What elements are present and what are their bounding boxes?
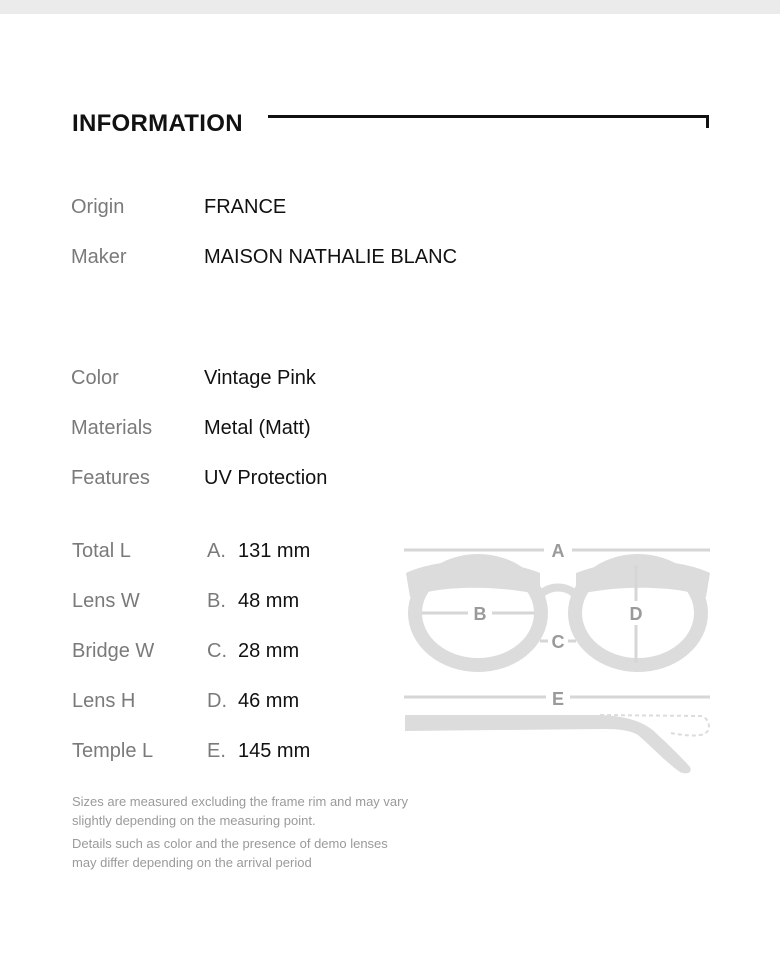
glasses-size-diagram [400, 535, 715, 780]
diagram-label-d: D [629, 604, 643, 624]
info-value: MAISON NATHALIE BLANC [204, 246, 458, 268]
diagram-label-b: B [473, 604, 487, 624]
measure-label: Total L [72, 540, 131, 562]
top-bar [0, 0, 780, 14]
measure-value: 145 mm [238, 740, 311, 762]
measure-value: 48 mm [238, 590, 300, 612]
measure-value: 28 mm [238, 640, 300, 662]
measure-letter: A. [207, 540, 226, 562]
detail-note: Details such as color and the presence of demo lenses may differ depending on the arrival period [72, 836, 388, 870]
measure-value: 46 mm [238, 690, 300, 712]
diagram-label-a: A [551, 541, 565, 561]
title-rule [268, 115, 708, 118]
info-value: Metal (Matt) [204, 417, 311, 439]
section-title: INFORMATION [72, 110, 243, 137]
measure-label: Temple L [72, 740, 154, 762]
info-value: UV Protection [204, 467, 328, 489]
measure-letter: E. [207, 740, 226, 762]
measure-value: 131 mm [238, 540, 311, 562]
info-label: Features [71, 467, 150, 489]
info-label: Color [71, 367, 119, 389]
measure-letter: C. [207, 640, 227, 662]
size-note: Sizes are measured excluding the frame rim and may vary slightly depending on the measuring point. [72, 794, 408, 828]
diagram-label-c: C [551, 632, 565, 652]
info-label: Maker [71, 246, 127, 268]
diagram-label-e: E [551, 689, 565, 709]
measure-label: Bridge W [72, 640, 155, 662]
info-label: Materials [71, 417, 153, 439]
measure-label: Lens W [72, 590, 140, 612]
measure-letter: D. [207, 690, 227, 712]
temple-arm-shape [405, 715, 709, 773]
measure-label: Lens H [72, 690, 136, 712]
info-label: Origin [71, 196, 125, 218]
info-value: Vintage Pink [204, 367, 316, 389]
measure-letter: B. [207, 590, 226, 612]
title-rule-tick [706, 115, 709, 128]
info-value: FRANCE [204, 196, 287, 218]
